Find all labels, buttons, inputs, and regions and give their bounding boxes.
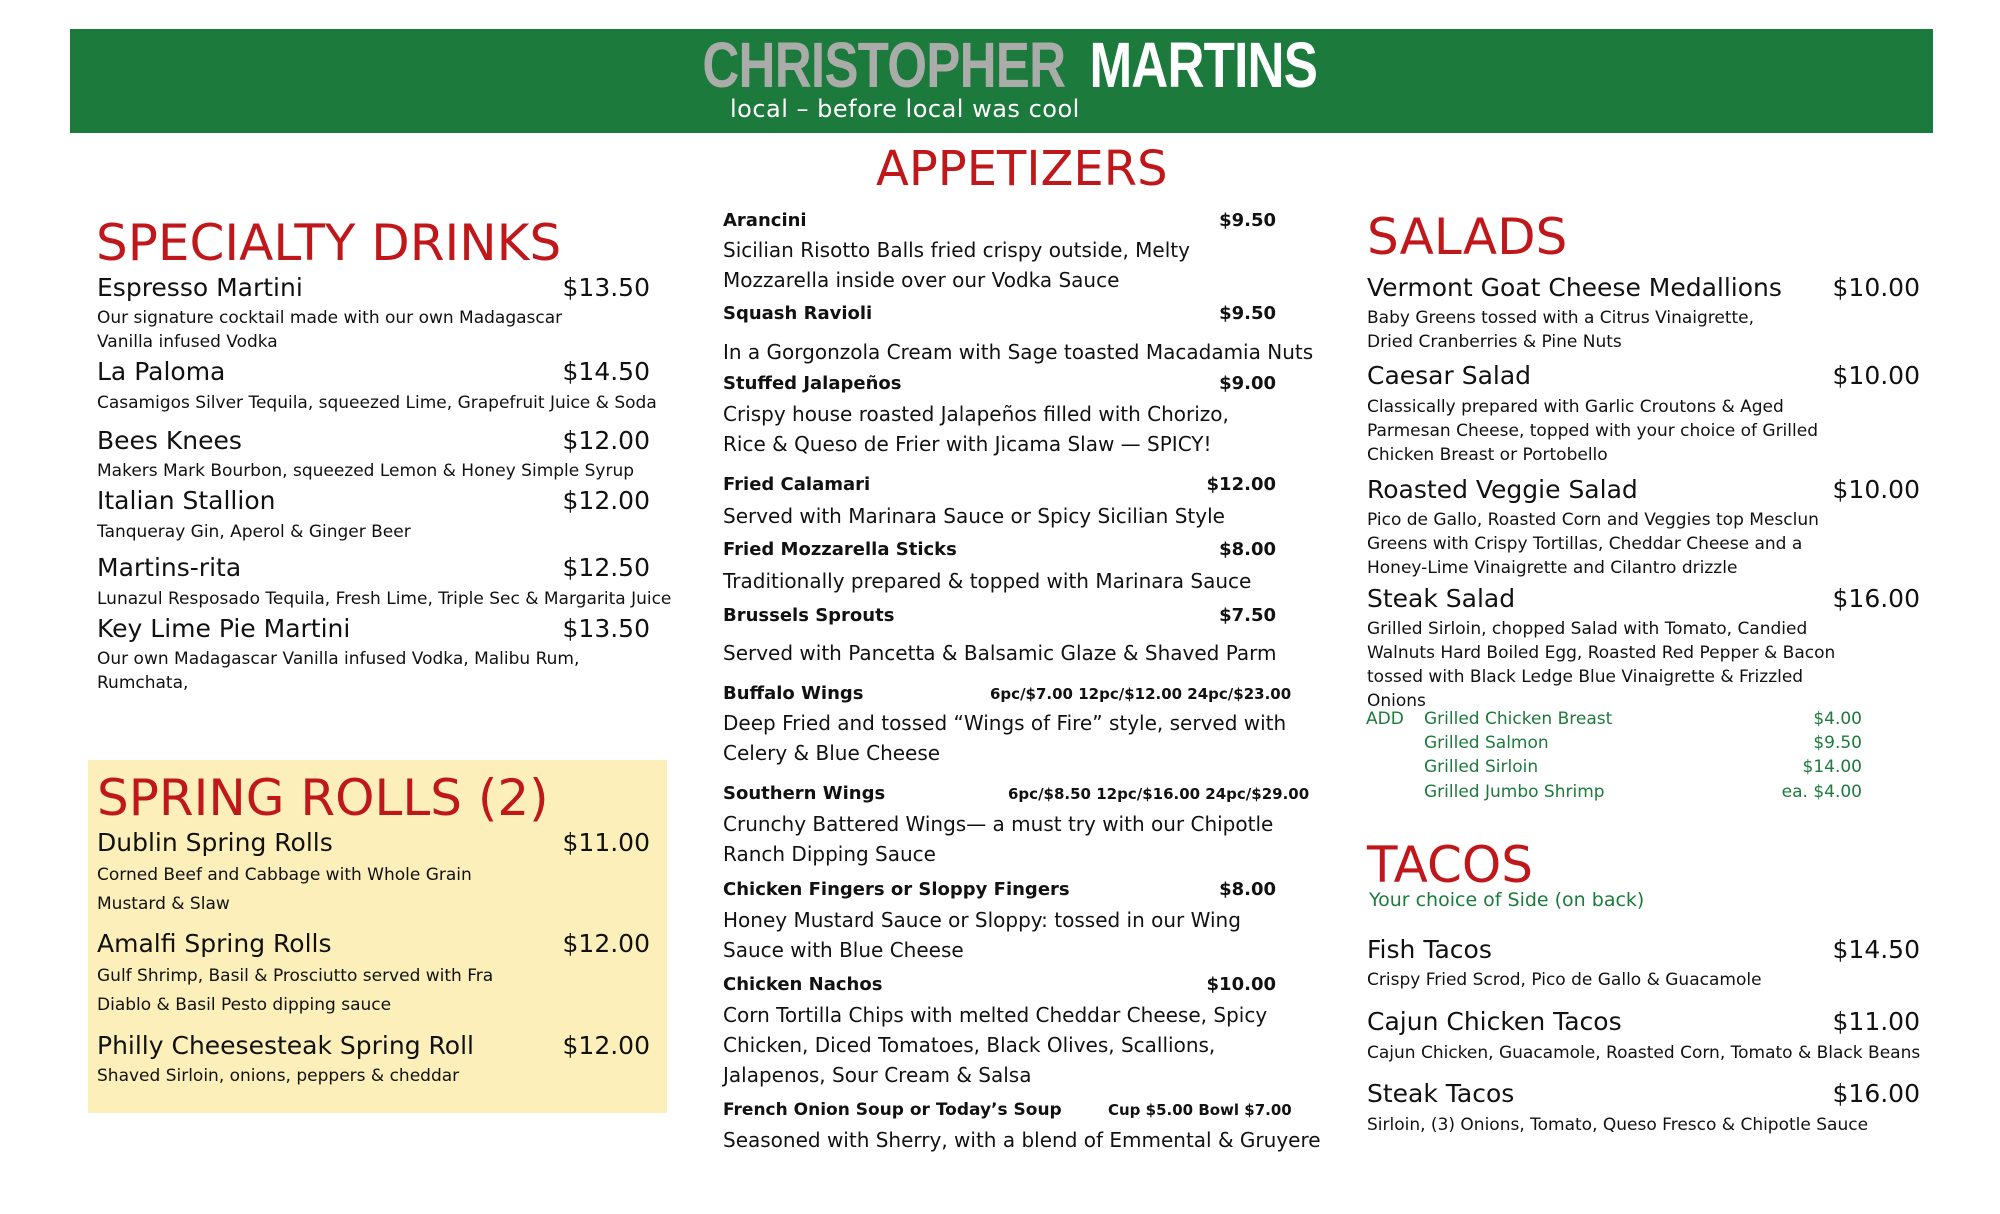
drink-price: $12.00: [562, 426, 650, 455]
appetizer-price: $9.00: [1219, 373, 1276, 394]
specialty-drinks-heading: SPECIALTY DRINKS: [96, 214, 562, 272]
add-item-name: Grilled Jumbo Shrimp: [1424, 782, 1605, 802]
appetizer-price: $10.00: [1206, 974, 1276, 995]
add-item-price: $4.00: [1813, 709, 1862, 729]
spring-roll-price: $11.00: [562, 828, 650, 857]
add-item-price: ea. $4.00: [1781, 782, 1862, 802]
taco-desc: Cajun Chicken, Guacamole, Roasted Corn, Tomato & Black Beans: [1367, 1043, 1921, 1063]
salad-desc: Grilled Sirloin, chopped Salad with Tomato, Candied Walnuts Hard Boiled Egg, Roasted Red Pepper & Bacon tossed with Black Ledge Blue Vinaigrette & Frizzled Onions: [1367, 619, 1836, 711]
spring-roll-name: Dublin Spring Rolls: [97, 828, 333, 857]
tagline: local – before local was cool: [730, 95, 1080, 123]
salad-price: $10.00: [1832, 273, 1920, 302]
header-banner: [70, 29, 1933, 133]
appetizer-name: Arancini: [723, 210, 807, 231]
drink-price: $12.00: [562, 486, 650, 515]
taco-desc: Crispy Fried Scrod, Pico de Gallo & Guacamole: [1367, 970, 1762, 990]
taco-name: Cajun Chicken Tacos: [1367, 1007, 1622, 1036]
brand-second: MARTINS: [1089, 29, 1318, 101]
spring-roll-desc: Gulf Shrimp, Basil & Prosciutto served with Fra Diablo & Basil Pesto dipping sauce: [97, 966, 494, 1015]
taco-name: Fish Tacos: [1367, 935, 1492, 964]
appetizer-name: Buffalo Wings: [723, 683, 864, 704]
drink-name: Key Lime Pie Martini: [97, 614, 351, 643]
spring-roll-desc: Corned Beef and Cabbage with Whole Grain Mustard & Slaw: [97, 865, 472, 914]
appetizer-desc: Sicilian Risotto Balls fried crispy outside, Melty Mozzarella inside over our Vodka Sauce: [723, 238, 1190, 292]
drink-price: $12.50: [562, 553, 650, 582]
appetizer-desc: Served with Marinara Sauce or Spicy Sicilian Style: [723, 504, 1225, 528]
taco-price: $16.00: [1832, 1079, 1920, 1108]
add-item-name: Grilled Chicken Breast: [1424, 709, 1613, 729]
taco-price: $11.00: [1832, 1007, 1920, 1036]
salad-name: Caesar Salad: [1367, 361, 1532, 390]
tacos-heading: TACOS: [1367, 836, 1533, 894]
salads-heading: SALADS: [1367, 208, 1568, 266]
add-item-name: Grilled Sirloin: [1424, 757, 1539, 777]
appetizer-price: $7.50: [1219, 605, 1276, 626]
appetizer-name: Stuffed Jalapeños: [723, 373, 902, 394]
appetizer-desc: Served with Pancetta & Balsamic Glaze & Shaved Parm: [723, 641, 1277, 665]
appetizer-name: Fried Mozzarella Sticks: [723, 539, 957, 560]
drink-name: Espresso Martini: [97, 273, 303, 302]
salad-price: $16.00: [1832, 584, 1920, 613]
salad-name: Vermont Goat Cheese Medallions: [1367, 273, 1782, 302]
appetizer-price: $9.50: [1219, 210, 1276, 231]
appetizer-name: French Onion Soup or Today’s Soup: [723, 1100, 1062, 1120]
appetizer-price: $8.00: [1219, 539, 1276, 560]
appetizer-price: $8.00: [1219, 879, 1276, 900]
brand-first: CHRISTOPHER: [702, 29, 1066, 101]
taco-name: Steak Tacos: [1367, 1079, 1515, 1108]
appetizer-desc: Corn Tortilla Chips with melted Cheddar Cheese, Spicy Chicken, Diced Tomatoes, Black Olives, Scallions, Jalapenos, Sour Cream & Salsa: [723, 1003, 1268, 1087]
tacos-subtitle: Your choice of Side (on back): [1369, 889, 1645, 911]
appetizer-desc: Deep Fried and tossed “Wings of Fire” style, served with Celery & Blue Cheese: [723, 711, 1287, 765]
drink-price: $14.50: [562, 357, 650, 386]
add-item-price: $9.50: [1813, 733, 1862, 753]
drink-desc: Our own Madagascar Vanilla infused Vodka, Malibu Rum, Rumchata,: [97, 649, 580, 693]
appetizer-name: Squash Ravioli: [723, 303, 873, 324]
taco-desc: Sirloin, (3) Onions, Tomato, Queso Fresco & Chipotle Sauce: [1367, 1115, 1869, 1135]
spring-roll-name: Philly Cheesesteak Spring Roll: [97, 1031, 474, 1060]
salad-desc: Pico de Gallo, Roasted Corn and Veggies top Mesclun Greens with Crispy Tortillas, Cheddar Cheese and a Honey-Lime Vinaigrette and Cilantro drizzle: [1367, 510, 1819, 578]
salad-desc: Baby Greens tossed with a Citrus Vinaigrette, Dried Cranberries & Pine Nuts: [1367, 308, 1755, 352]
drink-price: $13.50: [562, 614, 650, 643]
drink-price: $13.50: [562, 273, 650, 302]
appetizers-heading: APPETIZERS: [876, 141, 1168, 197]
appetizer-name: Brussels Sprouts: [723, 605, 895, 626]
appetizer-desc: Honey Mustard Sauce or Sloppy: tossed in our Wing Sauce with Blue Cheese: [723, 908, 1241, 962]
appetizer-desc: Crunchy Battered Wings— a must try with our Chipotle Ranch Dipping Sauce: [723, 812, 1274, 866]
spring-roll-name: Amalfi Spring Rolls: [97, 929, 332, 958]
spring-roll-price: $12.00: [562, 929, 650, 958]
spring-rolls-heading: SPRING ROLLS (2): [97, 769, 549, 827]
taco-price: $14.50: [1832, 935, 1920, 964]
appetizer-name: Chicken Nachos: [723, 974, 883, 995]
drink-desc: Casamigos Silver Tequila, squeezed Lime, Grapefruit Juice & Soda: [97, 393, 657, 413]
drink-name: La Paloma: [97, 357, 226, 386]
appetizer-name: Fried Calamari: [723, 474, 871, 495]
salad-price: $10.00: [1832, 475, 1920, 504]
appetizer-price: 6pc/$7.00 12pc/$12.00 24pc/$23.00: [990, 685, 1292, 703]
appetizer-price: 6pc/$8.50 12pc/$16.00 24pc/$29.00: [1008, 785, 1310, 803]
salad-name: Roasted Veggie Salad: [1367, 475, 1638, 504]
drink-desc: Lunazul Resposado Tequila, Fresh Lime, Triple Sec & Margarita Juice: [97, 589, 672, 609]
appetizer-price: $9.50: [1219, 303, 1276, 324]
add-item-name: Grilled Salmon: [1424, 733, 1549, 753]
appetizer-desc: Seasoned with Sherry, with a blend of Emmental & Gruyere: [723, 1128, 1321, 1152]
brand-logo: [70, 29, 1933, 101]
add-label: ADD: [1366, 709, 1404, 729]
appetizer-name: Southern Wings: [723, 783, 886, 804]
appetizer-name: Chicken Fingers or Sloppy Fingers: [723, 879, 1070, 900]
salad-name: Steak Salad: [1367, 584, 1516, 613]
salad-price: $10.00: [1832, 361, 1920, 390]
drink-desc: Our signature cocktail made with our own Madagascar Vanilla infused Vodka: [97, 308, 563, 352]
appetizer-price: Cup $5.00 Bowl $7.00: [1108, 1101, 1292, 1119]
appetizer-price: $12.00: [1206, 474, 1276, 495]
add-item-price: $14.00: [1802, 757, 1862, 777]
drink-desc: Makers Mark Bourbon, squeezed Lemon & Honey Simple Syrup: [97, 461, 635, 481]
drink-name: Italian Stallion: [97, 486, 276, 515]
drink-name: Martins-rita: [97, 553, 242, 582]
spring-roll-price: $12.00: [562, 1031, 650, 1060]
appetizer-desc: Traditionally prepared & topped with Marinara Sauce: [723, 569, 1252, 593]
appetizer-desc: Crispy house roasted Jalapeños filled with Chorizo, Rice & Queso de Frier with Jicama Slaw — SPICY!: [723, 402, 1229, 456]
appetizer-desc: In a Gorgonzola Cream with Sage toasted Macadamia Nuts: [723, 340, 1314, 364]
salad-desc: Classically prepared with Garlic Croutons & Aged Parmesan Cheese, topped with your choice of Grilled Chicken Breast or Portobello: [1367, 397, 1818, 465]
drink-name: Bees Knees: [97, 426, 242, 455]
spring-roll-desc: Shaved Sirloin, onions, peppers & cheddar: [97, 1066, 460, 1086]
drink-desc: Tanqueray Gin, Aperol & Ginger Beer: [97, 522, 411, 542]
